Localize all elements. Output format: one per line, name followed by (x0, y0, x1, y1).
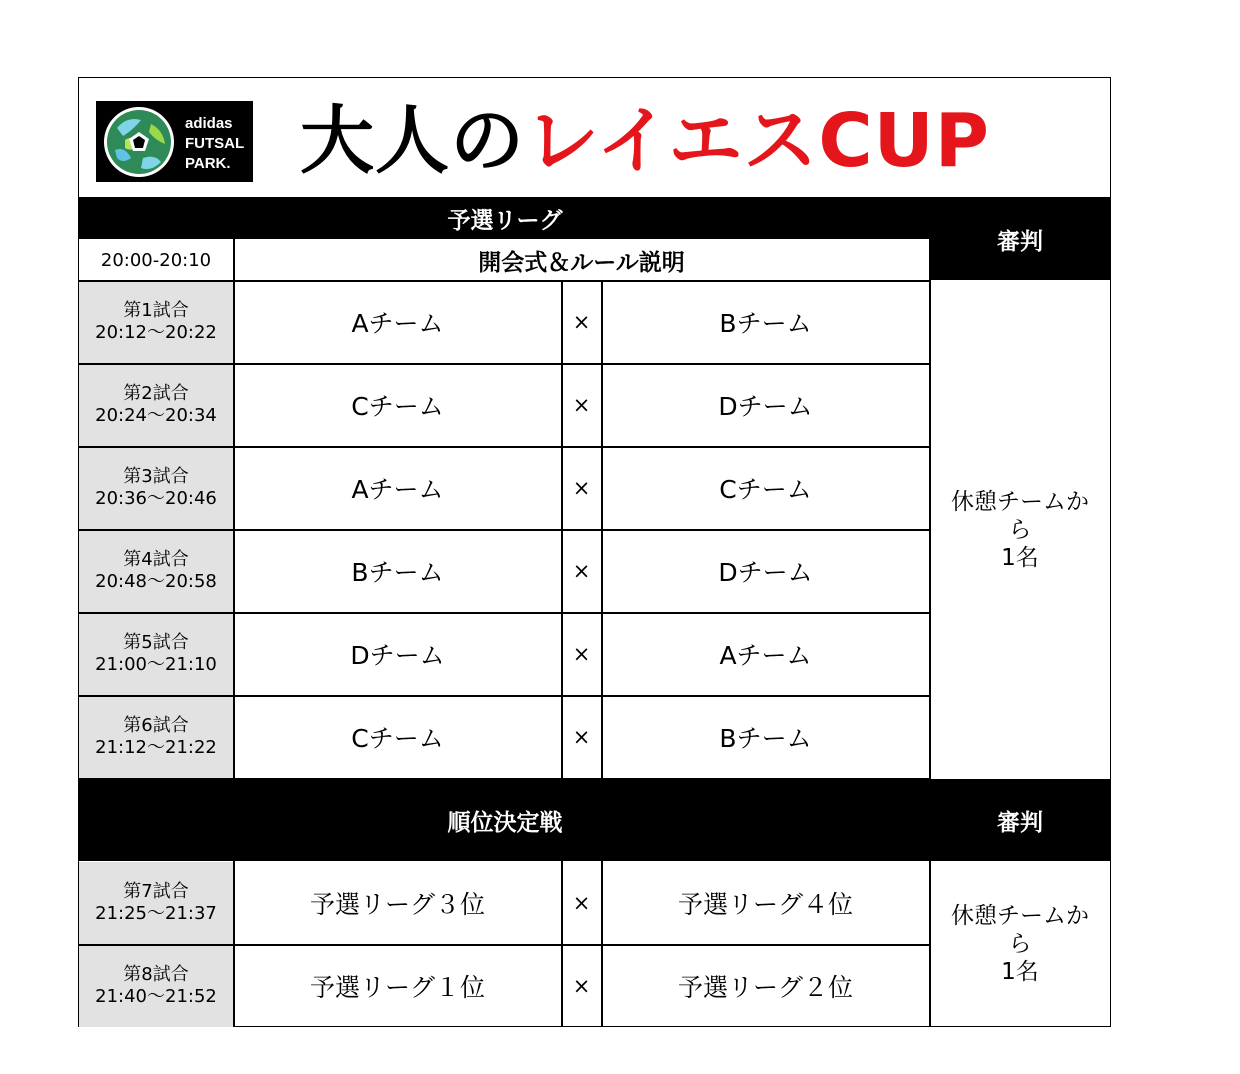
section2-referee-label: 審判 (997, 809, 1043, 836)
row-divider (78, 363, 931, 365)
match-time-cell (79, 945, 233, 1027)
match-label: 第7試合 (123, 881, 189, 902)
page-title (300, 96, 990, 186)
logo-line-1: adidas (185, 115, 233, 132)
column-divider (233, 861, 235, 1027)
match-time-cell (79, 281, 233, 363)
away-team: Aチーム (719, 641, 812, 670)
away-team: 予選リーグ４位 (677, 890, 853, 919)
row-divider (78, 446, 931, 448)
logo-wordmark (185, 114, 244, 174)
home-team: 予選リーグ３位 (309, 890, 485, 919)
section2-referee (930, 862, 1110, 1026)
opening-label: 開会式＆ルール説明 (478, 249, 685, 276)
divider (78, 280, 931, 282)
referee-line-2: ら (1008, 516, 1032, 543)
home-team: Cチーム (351, 724, 444, 753)
match-time: 21:40～21:52 (95, 986, 217, 1007)
opening-time: 20:00-20:10 (100, 249, 212, 271)
referee-line-1: 休憩チームか (951, 903, 1089, 929)
section1-referee-label: 審判 (997, 228, 1043, 255)
match-time: 21:25～21:37 (95, 903, 217, 924)
match-time-cell (79, 530, 233, 612)
versus-mark: × (572, 393, 591, 417)
match-time-cell (79, 696, 233, 778)
away-team: Bチーム (719, 309, 812, 338)
soccer-ball-icon (103, 106, 175, 178)
row-divider (78, 778, 931, 780)
match-time-cell (79, 613, 233, 695)
section2-referee-header (930, 779, 1110, 861)
match-label: 第1試合 (123, 300, 189, 321)
versus-mark: × (572, 974, 591, 998)
referee-line-3: 1名 (1001, 544, 1039, 571)
divider (233, 239, 235, 280)
home-team: Aチーム (351, 475, 444, 504)
away-team: Dチーム (718, 392, 813, 421)
column-divider (601, 280, 603, 778)
logo-line-3: PARK. (185, 155, 231, 172)
logo-line-2: FUTSAL (185, 135, 245, 152)
referee-line-2: ら (1008, 931, 1032, 957)
referee-line-1: 休憩チームか (951, 488, 1089, 515)
match-label: 第5試合 (123, 632, 189, 653)
row-divider (78, 612, 931, 614)
adidas-futsal-park-logo (96, 101, 253, 182)
match-time-cell (79, 862, 233, 944)
home-team: Dチーム (350, 641, 445, 670)
away-team: Cチーム (719, 475, 812, 504)
section1-referee-header (930, 198, 1110, 280)
title-black: 大人の (300, 98, 525, 184)
section1-title: 予選リーグ (447, 208, 563, 234)
away-team: Bチーム (719, 724, 812, 753)
away-team: Dチーム (718, 558, 813, 587)
section1-referee (930, 281, 1110, 778)
match-label: 第6試合 (123, 715, 189, 736)
row-divider (78, 529, 931, 531)
versus-mark: × (572, 891, 591, 915)
row-divider (78, 944, 931, 946)
home-team: 予選リーグ１位 (309, 973, 485, 1002)
home-team: Cチーム (351, 392, 444, 421)
match-time-cell (79, 364, 233, 446)
column-divider (601, 861, 603, 1027)
match-label: 第2試合 (123, 383, 189, 404)
column-divider (561, 861, 563, 1027)
match-label: 第8試合 (123, 964, 189, 985)
row-divider (78, 695, 931, 697)
match-label: 第3試合 (123, 466, 189, 487)
column-divider (929, 239, 931, 778)
referee-line-3: 1名 (1001, 959, 1039, 985)
match-time: 20:24～20:34 (95, 405, 217, 426)
divider (78, 197, 1111, 199)
versus-mark: × (572, 476, 591, 500)
column-divider (233, 280, 235, 778)
section2-title: 順位決定戦 (447, 809, 563, 836)
match-time: 21:12～21:22 (95, 737, 217, 758)
away-team: 予選リーグ２位 (677, 973, 853, 1002)
match-time: 20:12～20:22 (95, 322, 217, 343)
section2-header-bar (79, 779, 931, 861)
match-time-cell (79, 447, 233, 529)
match-time: 20:48～20:58 (95, 571, 217, 592)
home-team: Bチーム (351, 558, 444, 587)
versus-mark: × (572, 642, 591, 666)
title-red: レイエスCUP (525, 98, 990, 184)
column-divider (561, 280, 563, 778)
match-label: 第4試合 (123, 549, 189, 570)
match-time: 21:00～21:10 (95, 654, 217, 675)
column-divider (929, 861, 931, 1027)
match-time: 20:36～20:46 (95, 488, 217, 509)
versus-mark: × (572, 559, 591, 583)
versus-mark: × (572, 725, 591, 749)
versus-mark: × (572, 310, 591, 334)
home-team: Aチーム (351, 309, 444, 338)
